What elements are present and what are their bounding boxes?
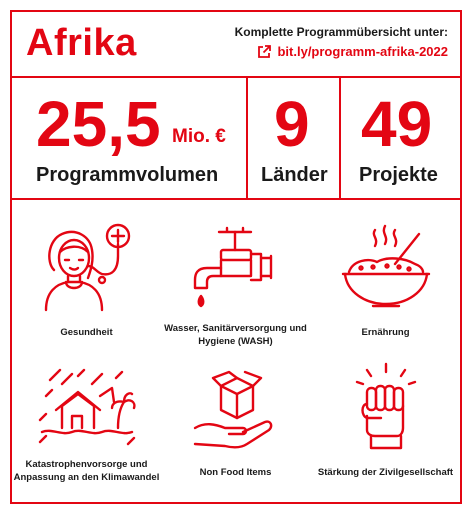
header [12, 12, 460, 78]
program-overview [235, 24, 448, 60]
sector-label: Gesundheit [60, 327, 113, 338]
water-tap-icon [181, 218, 291, 318]
program-link[interactable] [235, 44, 448, 60]
sector-non-food-items [161, 348, 310, 502]
disaster-house-icon [32, 362, 142, 458]
stat-projects [341, 78, 460, 198]
stats-row [12, 78, 460, 200]
stat-value: 49 [361, 88, 433, 160]
stat-caption: Länder [261, 164, 328, 186]
stat-caption: Projekte [359, 164, 438, 186]
stat-caption: Programmvolumen [36, 164, 219, 186]
food-bowl-icon [331, 218, 441, 318]
sector-label: Ernährung [361, 327, 410, 338]
box-in-hand-icon [181, 364, 291, 460]
stat-value: 25,5 [36, 88, 161, 160]
external-link-icon [256, 44, 272, 60]
sector-label: Non Food Items [199, 467, 272, 478]
program-link-text: bit.ly/programm-afrika-2022 [277, 44, 448, 59]
health-worker-icon [32, 218, 142, 318]
stat-unit: Mio. € [172, 126, 226, 147]
sector-wash [161, 198, 310, 348]
stat-program-volume [12, 78, 248, 198]
sector-nutrition [311, 198, 460, 348]
sector-civil-society [311, 348, 460, 502]
stat-value: 9 [274, 88, 310, 160]
sector-grid [12, 198, 460, 502]
sector-label: Wasser, Sanitärversorgung und Hygiene (WASH) [164, 323, 307, 347]
sector-health [12, 198, 161, 348]
raised-fist-icon [331, 360, 441, 456]
infographic-frame [10, 10, 462, 504]
sector-disaster-prevention [12, 348, 161, 502]
page-title: Afrika [26, 22, 137, 64]
sector-label: Katastrophenvorsorge und Anpassung an den Klimawandel [13, 459, 160, 483]
sector-label: Stärkung der Zivilgesellschaft [317, 467, 454, 478]
overview-label: Komplette Programmübersicht unter: [234, 25, 448, 39]
stat-countries [248, 78, 341, 198]
